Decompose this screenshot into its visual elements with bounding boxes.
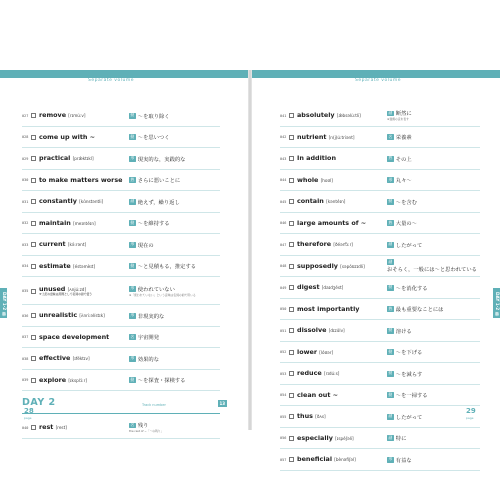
checkbox-icon[interactable] — [289, 135, 294, 140]
meaning-text: さらに悪いことに — [137, 178, 181, 185]
checkbox-icon[interactable] — [31, 356, 36, 361]
checkbox-icon[interactable] — [289, 242, 294, 247]
pos-badge: 形 — [130, 155, 135, 161]
word-text: estimate — [39, 261, 71, 270]
word-note: ※上記の意味は用例として名詞の前で使う — [39, 292, 93, 296]
pos-badge: 副 — [388, 241, 393, 247]
meaning-text: ～を一掃する — [395, 393, 428, 400]
meaning-text: ～を思いつく — [137, 135, 170, 142]
word-ipa: [rest] — [55, 425, 67, 431]
entry-meaning — [387, 133, 480, 141]
pos-badge: 形 — [388, 176, 393, 182]
pos-badge: 動 — [388, 348, 393, 354]
entry-meaning — [387, 456, 480, 464]
word-text: large amounts of ~ — [297, 218, 367, 227]
entry-word — [39, 355, 129, 362]
meaning-text: ～を含む — [395, 199, 417, 206]
word-text: to make matters worse — [39, 175, 123, 184]
vocab-row — [280, 127, 480, 149]
book-gutter — [248, 70, 252, 430]
pos-badge: 動 — [388, 198, 393, 204]
entry-word — [297, 435, 387, 442]
meaning-text: ～を探査・探検する — [137, 378, 186, 385]
pos-badge: 熟 — [130, 176, 135, 182]
left-side-tab: DAY 1·2 単 — [0, 288, 7, 318]
entry-number: 054 — [280, 393, 287, 398]
checkbox-icon[interactable] — [31, 264, 36, 269]
entry-word — [39, 424, 129, 431]
word-ipa: [n(j)úːtriənt] — [328, 134, 355, 140]
track-label: Track number — [142, 403, 166, 407]
pos-badge: 動 — [388, 327, 393, 333]
meaning-text: 効果的な — [137, 356, 159, 363]
word-ipa: [səpóʊzɪdli] — [340, 263, 365, 269]
pos-badge: 動 — [388, 284, 393, 290]
word-ipa: [ɪféktɪv] — [72, 356, 90, 362]
meaning-text: ～を下げる — [395, 350, 423, 357]
entry-meaning — [129, 376, 220, 384]
meaning-text: 断然に — [395, 111, 412, 118]
vocab-row — [22, 305, 220, 327]
entry-number: 045 — [280, 199, 287, 204]
checkbox-icon[interactable] — [289, 113, 294, 118]
pos-badge: 動 — [130, 112, 135, 118]
word-ipa: [meɪntéɪn] — [73, 220, 96, 226]
meaning-text: 丸々～ — [395, 178, 412, 185]
vocab-row — [280, 277, 480, 299]
pos-badge: 熟 — [388, 155, 393, 161]
checkbox-icon[interactable] — [31, 378, 36, 383]
meaning-text: ～を減らす — [395, 371, 423, 378]
word-ipa: [ʌnjúːzd] — [67, 286, 87, 292]
entry-word — [297, 198, 387, 205]
entry-number: 030 — [22, 178, 29, 183]
checkbox-icon[interactable] — [289, 264, 294, 269]
entry-word — [39, 155, 129, 162]
vocab-row — [280, 256, 480, 278]
entry-word — [297, 456, 387, 463]
entry-number: 040 — [22, 425, 29, 430]
left-section-label: Separate volume — [88, 78, 134, 83]
checkbox-icon[interactable] — [31, 135, 36, 140]
right-section-label: Separate volume — [355, 78, 401, 83]
entry-number: 046 — [280, 221, 287, 226]
entry-meaning — [387, 109, 480, 122]
checkbox-icon[interactable] — [31, 113, 36, 118]
entry-meaning — [129, 219, 220, 227]
vocab-row — [22, 191, 220, 213]
pos-badge: 熟 — [388, 305, 393, 311]
entry-number: 037 — [22, 335, 29, 340]
entry-number: 036 — [22, 313, 29, 318]
entry-number: 028 — [22, 135, 29, 140]
word-ipa: [lóʊər] — [319, 349, 334, 355]
checkbox-icon[interactable] — [289, 436, 294, 441]
vocab-row — [280, 363, 480, 385]
vocab-row — [22, 348, 220, 370]
book-spread — [0, 70, 500, 464]
vocab-row — [280, 406, 480, 428]
word-ipa: [ʌ̀nriːəlístɪk] — [79, 313, 105, 319]
pos-badge: 動 — [388, 391, 393, 397]
meaning-text: 現在の — [137, 242, 154, 249]
entry-number: 032 — [22, 221, 29, 226]
checkbox-icon[interactable] — [31, 425, 36, 430]
entry-number: 041 — [280, 113, 287, 118]
meaning-text: 非現実的な — [137, 313, 165, 320]
checkbox-icon[interactable] — [289, 414, 294, 419]
vocab-row — [22, 327, 220, 349]
vocab-row — [280, 449, 480, 471]
pos-badge: 副 — [388, 110, 393, 116]
entry-meaning — [387, 259, 480, 273]
vocab-row — [280, 299, 480, 321]
vocab-row — [280, 428, 480, 450]
word-ipa: [ɪspéʃəli] — [335, 435, 354, 441]
day-title: DAY 2 — [22, 397, 56, 408]
entry-word — [297, 413, 387, 420]
meaning-text: ～を消化する — [395, 285, 428, 292]
vocab-row — [22, 127, 220, 149]
checkbox-icon[interactable] — [31, 199, 36, 204]
entry-meaning — [387, 391, 480, 399]
word-text: contain — [297, 197, 324, 206]
pos-badge: 副 — [388, 413, 393, 419]
entry-meaning — [387, 305, 480, 313]
checkbox-icon[interactable] — [289, 285, 294, 290]
entry-number: 053 — [280, 371, 287, 376]
word-text: effective — [39, 354, 71, 363]
meaning-text: その上 — [395, 156, 412, 163]
word-ipa: [kə́ːrənt] — [67, 242, 87, 248]
vocab-row — [280, 170, 480, 192]
entry-meaning — [129, 155, 220, 163]
word-ipa: [ðéərfɔ̀ːr] — [333, 242, 353, 248]
meaning-text: 現実的な，実践的な — [137, 156, 186, 163]
right-side-tab: DAY 1·2 単語 — [493, 288, 500, 318]
entry-number: 051 — [280, 328, 287, 333]
word-text: reduce — [297, 369, 322, 378]
entry-number: 029 — [22, 156, 29, 161]
entry-meaning — [387, 219, 480, 227]
entry-word — [297, 177, 387, 184]
entry-word — [297, 220, 387, 227]
meaning-text: ～と見積もる，推定する — [137, 264, 197, 271]
entry-word — [39, 220, 129, 227]
checkbox-icon[interactable] — [289, 307, 294, 312]
track-number-badge: 13 — [219, 401, 226, 406]
right-rows — [280, 105, 480, 471]
pos-badge: 形 — [130, 241, 135, 247]
entry-meaning — [387, 348, 480, 356]
word-text: remove — [39, 111, 67, 120]
word-text: supposedly — [297, 261, 338, 270]
pos-badge: 動 — [130, 219, 135, 225]
word-ipa: [daɪdʒést] — [321, 285, 344, 291]
vocab-row — [280, 213, 480, 235]
entry-word — [297, 263, 387, 270]
pos-badge: 形 — [130, 285, 135, 291]
entry-number: 050 — [280, 307, 287, 312]
word-text: maintain — [39, 218, 71, 227]
entry-number: 033 — [22, 242, 29, 247]
entry-word — [297, 327, 387, 334]
word-text: practical — [39, 154, 71, 163]
entry-word — [297, 392, 387, 399]
entry-word — [297, 241, 387, 248]
pos-badge: 動 — [130, 133, 135, 139]
left-vocab-column — [22, 105, 226, 439]
word-ipa: [kɑ́nstəntli] — [79, 199, 104, 205]
meaning-text: したがって — [395, 414, 423, 421]
entry-word — [39, 263, 129, 270]
word-text: space development — [39, 332, 110, 341]
entry-number: 048 — [280, 264, 287, 269]
pos-badge: 名 — [388, 133, 393, 139]
entry-word — [297, 112, 387, 119]
entry-word — [39, 134, 129, 141]
entry-word — [297, 284, 387, 291]
entry-meaning — [129, 421, 220, 434]
checkbox-icon[interactable] — [31, 221, 36, 226]
meaning-text: 栄養素 — [395, 135, 412, 142]
meaning-text: 大量の～ — [395, 221, 417, 228]
entry-number: 031 — [22, 199, 29, 204]
right-top-bar — [250, 70, 500, 78]
vocab-row-unused — [22, 277, 220, 305]
entry-number: 035 — [22, 289, 29, 293]
pos-badge: 動 — [130, 262, 135, 268]
word-ipa: [rɪdúːs] — [323, 371, 340, 377]
entry-word — [39, 112, 129, 119]
word-text: rest — [39, 423, 54, 432]
word-text: digest — [297, 283, 320, 292]
checkbox-icon[interactable] — [31, 178, 36, 183]
entry-meaning — [129, 176, 220, 184]
entry-meaning — [129, 285, 220, 298]
pos-badge: 形 — [130, 312, 135, 318]
word-text: current — [39, 240, 66, 249]
entry-word — [297, 306, 387, 313]
word-text: especially — [297, 433, 333, 442]
checkbox-icon[interactable] — [31, 156, 36, 161]
entry-word — [39, 198, 129, 205]
checkbox-icon[interactable] — [289, 393, 294, 398]
word-text: come up with ~ — [39, 132, 96, 141]
meaning-note: ※「使われていない」という意味は名詞の前で用いる — [129, 292, 196, 297]
entry-number: 049 — [280, 285, 287, 290]
word-text: whole — [297, 175, 319, 184]
left-rows-day — [22, 417, 220, 439]
meaning-text: 絶えず，繰り返し — [137, 199, 180, 206]
entry-word — [39, 241, 129, 248]
word-ipa: [kəntéɪn] — [326, 199, 346, 205]
meaning-text: おそらく，一般には～と思われている — [387, 267, 477, 274]
vocab-row — [22, 213, 220, 235]
meaning-text: ～を維持する — [137, 221, 170, 228]
word-text: most importantly — [297, 304, 360, 313]
word-text: unrealistic — [39, 311, 78, 320]
word-text: unused — [39, 284, 66, 293]
vocab-row — [22, 417, 220, 439]
word-text: thus — [297, 412, 313, 421]
checkbox-icon[interactable] — [289, 328, 294, 333]
left-page-sub: page — [24, 416, 32, 420]
meaning-text: 溶ける — [395, 328, 412, 335]
entry-meaning — [129, 112, 220, 120]
word-text: explore — [39, 375, 67, 384]
meaning-text: したがって — [395, 242, 423, 249]
entry-meaning — [387, 434, 480, 442]
entry-number: 039 — [22, 378, 29, 383]
word-text: therefore — [297, 240, 332, 249]
pos-badge: 動 — [388, 370, 393, 376]
checkbox-icon[interactable] — [289, 350, 294, 355]
vocab-row — [280, 320, 480, 342]
vocab-row — [22, 105, 220, 127]
meaning-text: 宇宙開発 — [137, 335, 159, 342]
vocab-row — [280, 385, 480, 407]
entry-meaning — [387, 327, 480, 335]
checkbox-icon[interactable] — [31, 242, 36, 247]
day-header — [22, 391, 226, 417]
pos-badge: 名 — [130, 422, 135, 428]
meaning-text: 最も重要なことには — [395, 307, 444, 314]
left-rows-bottom — [22, 305, 220, 391]
checkbox-icon[interactable] — [289, 178, 294, 183]
pos-badge: 名 — [130, 333, 135, 339]
entry-meaning — [129, 355, 220, 363]
checkbox-icon[interactable] — [289, 371, 294, 376]
entry-number: 044 — [280, 178, 287, 183]
word-text: constantly — [39, 197, 77, 206]
left-rows-top — [22, 105, 220, 277]
vocab-row — [280, 148, 480, 170]
pos-badge: 熟 — [388, 219, 393, 225]
word-text: clean out ~ — [297, 390, 338, 399]
entry-meaning — [387, 198, 480, 206]
checkbox-icon[interactable] — [31, 313, 36, 318]
checkbox-icon[interactable] — [289, 199, 294, 204]
meaning-text: ～を取り除く — [137, 113, 170, 120]
entry-word — [39, 334, 129, 341]
checkbox-icon[interactable] — [289, 221, 294, 226]
entry-number: 038 — [22, 356, 29, 361]
entry-number: 056 — [280, 436, 287, 441]
entry-number: 047 — [280, 242, 287, 247]
word-ipa: [hoʊl] — [320, 177, 333, 183]
entry-number: 052 — [280, 350, 287, 355]
entry-meaning — [387, 176, 480, 184]
entry-number: 057 — [280, 457, 287, 462]
word-ipa: [bènəfíʃəl] — [334, 457, 356, 463]
meaning-text: 有益な — [395, 457, 412, 464]
checkbox-icon[interactable] — [31, 335, 36, 340]
pos-badge: 副 — [130, 198, 135, 204]
entry-meaning — [387, 284, 480, 292]
entry-word — [39, 377, 129, 384]
entry-word — [39, 312, 129, 319]
word-text: absolutely — [297, 111, 335, 120]
entry-word — [39, 177, 129, 184]
entry-word — [297, 134, 387, 141]
vocab-row — [280, 105, 480, 127]
entry-meaning — [129, 198, 220, 206]
entry-number: 034 — [22, 264, 29, 269]
vocab-row — [22, 256, 220, 278]
pos-badge: 副 — [388, 434, 393, 440]
entry-word — [297, 155, 387, 162]
day-divider — [22, 413, 220, 414]
vocab-row — [280, 191, 480, 213]
meaning-note: the rest of ~「～の残り」 — [129, 429, 164, 434]
entry-word — [297, 370, 387, 377]
vocab-row — [22, 234, 220, 256]
entry-meaning — [129, 133, 220, 141]
meaning-note: ※強調の意を表す — [387, 117, 409, 122]
meaning-text: 残り — [137, 423, 149, 430]
entry-number: 055 — [280, 414, 287, 419]
word-ipa: [ǽbsəlùːtli] — [336, 113, 361, 119]
vocab-row — [22, 370, 220, 392]
entry-word — [297, 349, 387, 356]
word-text: In addition — [297, 154, 336, 163]
vocab-row — [22, 148, 220, 170]
word-ipa: [rɪmúːv] — [68, 113, 86, 119]
entry-number: 027 — [22, 113, 29, 118]
entry-meaning — [129, 333, 220, 341]
meaning-text: 使われていない — [137, 286, 175, 293]
entry-meaning — [129, 262, 220, 270]
checkbox-icon[interactable] — [289, 457, 294, 462]
vocab-row — [280, 342, 480, 364]
entry-meaning — [387, 241, 480, 249]
entry-number: 042 — [280, 135, 287, 140]
entry-meaning — [129, 241, 220, 249]
pos-badge: 動 — [130, 376, 135, 382]
pos-badge: 副 — [388, 258, 393, 264]
checkbox-icon[interactable] — [289, 156, 294, 161]
right-vocab-column — [280, 105, 480, 471]
entry-meaning — [129, 312, 220, 320]
right-page-sub: page — [466, 416, 474, 420]
entry-number: 043 — [280, 156, 287, 161]
word-text: beneficial — [297, 455, 333, 464]
pos-badge: 形 — [388, 456, 393, 462]
word-text: dissolve — [297, 326, 327, 335]
checkbox-icon[interactable] — [31, 289, 36, 294]
word-ipa: [prǽktɪkl] — [72, 156, 94, 162]
word-ipa: [dɪzɑ́lv] — [328, 328, 345, 334]
vocab-row — [280, 234, 480, 256]
word-ipa: [éstəmèɪt] — [72, 263, 96, 269]
word-ipa: [ðʌs] — [315, 414, 326, 420]
right-page-number: 29 — [466, 407, 476, 415]
word-ipa: [ɪksplɔ́ːr] — [68, 377, 88, 383]
vocab-row — [22, 170, 220, 192]
word-text: lower — [297, 347, 317, 356]
left-top-bar — [0, 70, 250, 78]
entry-meaning — [387, 155, 480, 163]
word-text: nutrient — [297, 132, 327, 141]
left-page-number: 28 — [24, 407, 34, 415]
pos-badge: 形 — [130, 355, 135, 361]
entry-word — [39, 286, 129, 297]
entry-meaning — [387, 370, 480, 378]
meaning-text: 特に — [395, 436, 407, 443]
